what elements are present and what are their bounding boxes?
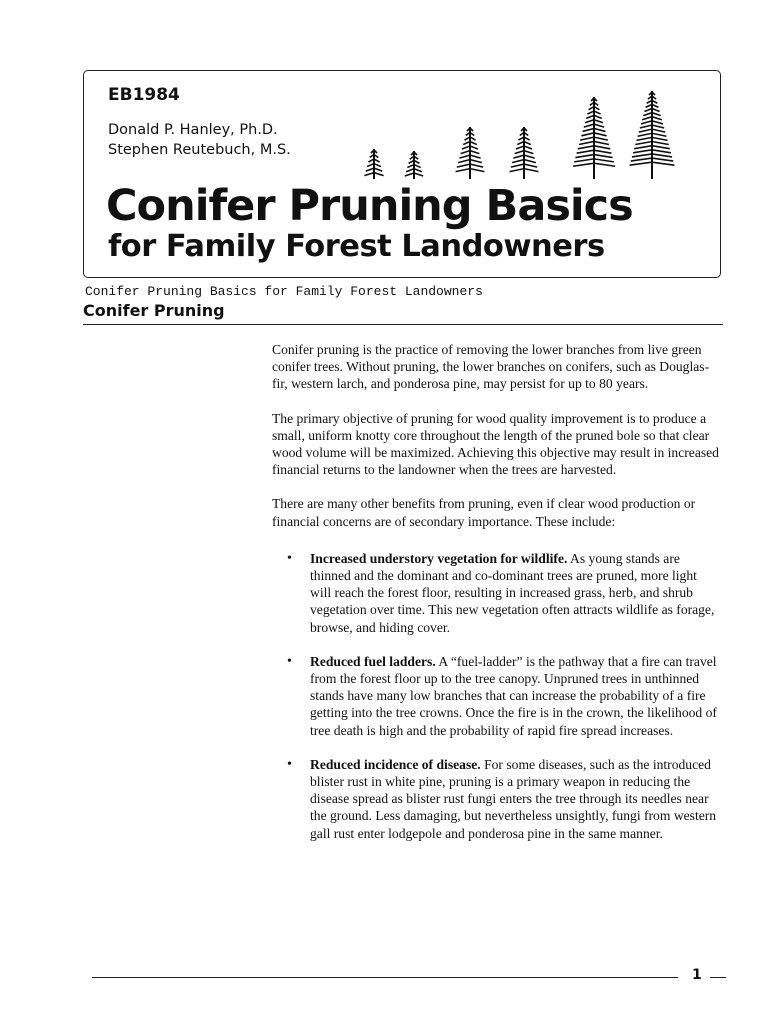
list-item-lead: Reduced fuel ladders.	[310, 653, 436, 669]
list-item	[272, 756, 720, 842]
author-1: Donald P. Hanley, Ph.D.	[108, 122, 278, 138]
bullet-icon: •	[287, 756, 292, 772]
body-paragraph: There are many other benefits from pruning, even if clear wood production or financial concerns are of secondary importance. These include:	[272, 496, 696, 529]
bullet-icon: •	[287, 550, 292, 566]
page-number: 1	[692, 967, 702, 983]
benefits-list	[272, 550, 720, 842]
list-item	[272, 550, 720, 636]
title-box	[83, 70, 721, 278]
list-item-text: As young stands are thinned and the dominant and co-dominant trees are pruned, more light will reach the forest floor, resulting in increased grass, herb, and shrub vegetation over time. This new vegetation often attracts wildlife as forage, browse, and hiding cover.	[310, 550, 715, 635]
list-item	[272, 653, 720, 739]
list-item-lead: Reduced incidence of disease.	[310, 756, 481, 772]
body-column	[272, 341, 720, 859]
authors	[108, 120, 291, 160]
list-item-lead: Increased understory vegetation for wildlife.	[310, 550, 568, 566]
section-heading: Conifer Pruning	[83, 301, 225, 320]
conifer-trees-icon	[356, 83, 686, 183]
bullet-icon: •	[287, 653, 292, 669]
running-head: Conifer Pruning Basics for Family Forest Landowners	[85, 284, 483, 299]
body-paragraph: The primary objective of pruning for wood quality improvement is to produce a small, uniform knotty core throughout the length of the pruned bole so that clear wood volume will be maximized. Achieving this objective may result in increased financial returns to the landowner when the trees are harvested.	[272, 410, 719, 478]
page-dash	[710, 977, 726, 978]
section-divider	[83, 324, 723, 325]
publication-id: EB1984	[108, 85, 180, 105]
footer-rule	[92, 977, 678, 978]
document-subtitle: for Family Forest Landowners	[108, 229, 605, 264]
document-title: Conifer Pruning Basics	[106, 181, 633, 231]
body-paragraph: Conifer pruning is the practice of removing the lower branches from live green conifer trees. Without pruning, the lower branches on conifers, such as Douglas-fir, western larch, and ponderosa pine, may persist for up to 80 years.	[272, 342, 710, 392]
list-item-text: A “fuel-ladder” is the pathway that a fire can travel from the forest floor up to the tree canopy. Unpruned trees in unthinned stands have many low branches that can increase the probability of a fire getting into the tree crowns. Once the fire is in the crown, the likelihood of tree death is high and the probability of rapid fire spread increases.	[310, 653, 717, 738]
author-2: Stephen Reutebuch, M.S.	[108, 142, 291, 158]
list-item-text: For some diseases, such as the introduced blister rust in white pine, pruning is a primary weapon in reducing the disease spread as blister rust fungi enters the tree through its needles near the ground. Less damaging, but nevertheless unsightly, fungi from western gall rust enter lodgepole and ponderosa pine in the same manner.	[310, 756, 717, 841]
